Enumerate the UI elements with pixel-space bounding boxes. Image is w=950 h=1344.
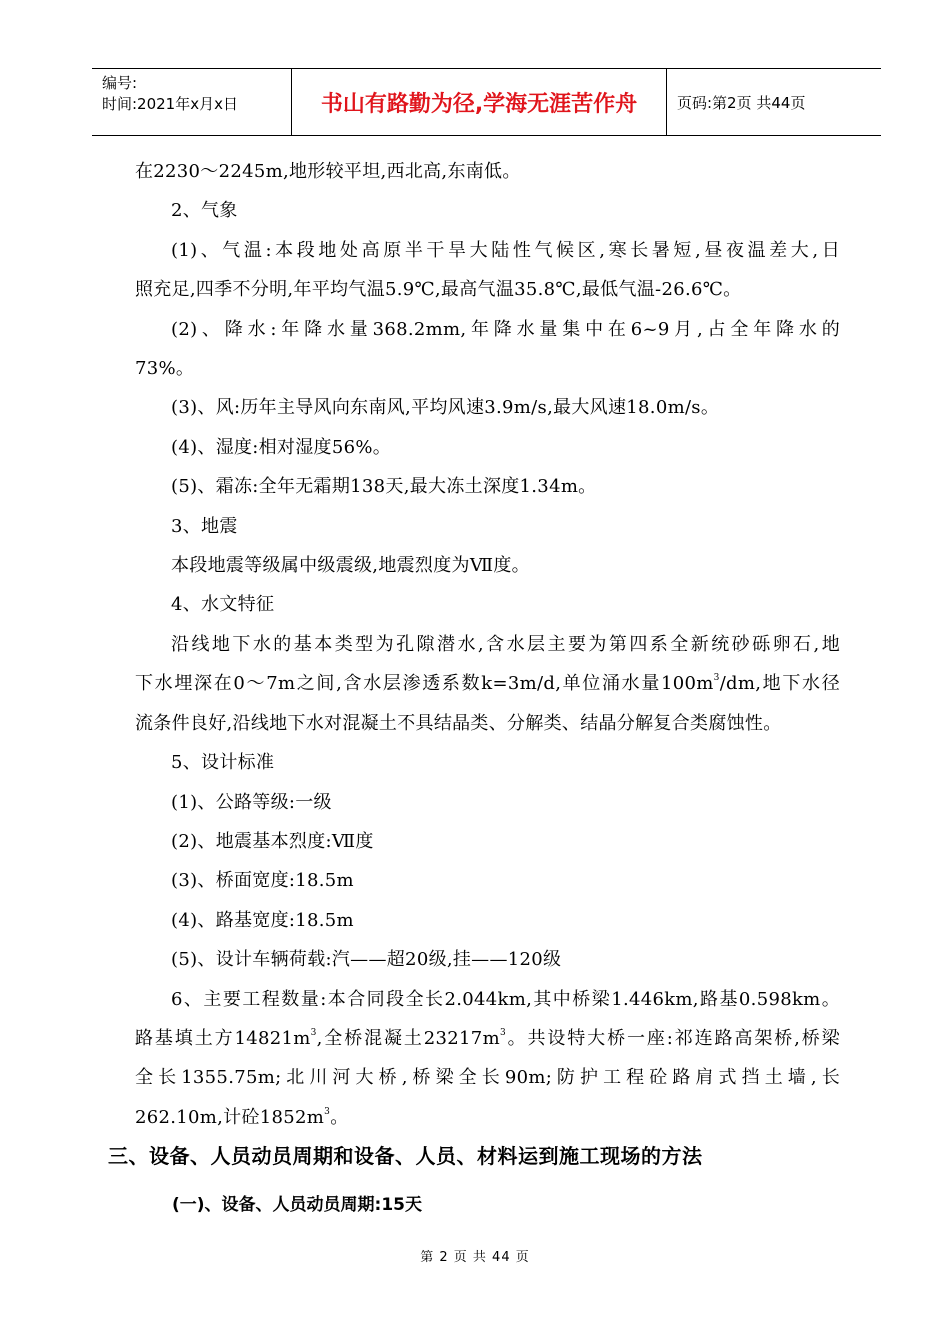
text-span: 。 — [330, 1106, 349, 1128]
paragraph — [135, 664, 840, 703]
text-span: 路基填土方14821m — [135, 1027, 311, 1049]
paragraph: (2)、降水:年降水量368.2mm,年降水量集中在6~9月,占全年降水的 — [171, 318, 840, 340]
header-motto: 书山有路勤为径,学海无涯苦作舟 — [292, 69, 667, 135]
paragraph: 流条件良好,沿线地下水对混凝土不具结晶类、分解类、结晶分解复合类腐蚀性。 — [135, 712, 782, 734]
list-item: (2)、地震基本烈度:Ⅶ度 — [171, 830, 374, 852]
superscript: 3 — [324, 1106, 331, 1117]
header-date: 时间:2021年x月x日 — [102, 95, 238, 113]
superscript: 3 — [713, 673, 720, 684]
paragraph — [135, 1098, 840, 1137]
section-title: 3、地震 — [171, 515, 238, 537]
sub-heading: (一)、设备、人员动员周期:15天 — [172, 1195, 422, 1215]
header-number: 编号: — [102, 74, 138, 92]
paragraph: (4)、湿度:相对湿度56%。 — [171, 436, 392, 458]
section-heading: 三、设备、人员动员周期和设备、人员、材料运到施工现场的方法 — [108, 1144, 703, 1168]
page-header — [92, 68, 881, 136]
text-span: 。共设特大桥一座:祁连路高架桥,桥梁 — [505, 1027, 840, 1049]
page-footer: 第 2 页 共 44 页 — [420, 1250, 530, 1265]
section-title: 2、气象 — [171, 200, 238, 222]
paragraph: 全长1355.75m;北川河大桥,桥梁全长90m;防护工程砼路肩式挡土墙,长 — [135, 1067, 840, 1089]
paragraph: (5)、霜冻:全年无霜期138天,最大冻土深度1.34m。 — [171, 476, 597, 498]
section-title: 4、水文特征 — [171, 594, 275, 616]
paragraph: 照充足,四季不分明,年平均气温5.9℃,最高气温35.8℃,最低气温-26.6℃。 — [135, 279, 742, 301]
document-body — [135, 152, 840, 1137]
list-item: (3)、桥面宽度:18.5m — [171, 870, 354, 892]
section-title: 5、设计标准 — [171, 752, 275, 774]
text-span: 262.10m,计砼1852m — [135, 1106, 325, 1128]
paragraph: (1)、气温:本段地处高原半干旱大陆性气候区,寒长暑短,昼夜温差大,日 — [171, 239, 840, 261]
paragraph: (3)、风:历年主导风向东南风,平均风速3.9m/s,最大风速18.0m/s。 — [171, 397, 720, 419]
paragraph — [135, 1019, 840, 1058]
header-page-info: 页码:第2页 共44页 — [677, 93, 806, 112]
paragraph: 本段地震等级属中级震级,地震烈度为Ⅶ度。 — [171, 555, 530, 577]
text-span: /dm,地下水径 — [719, 673, 840, 695]
paragraph: 沿线地下水的基本类型为孔隙潜水,含水层主要为第四系全新统砂砾卵石,地 — [171, 633, 840, 655]
list-item: (5)、设计车辆荷载:汽——超20级,挂——120级 — [171, 949, 562, 971]
paragraph: 在2230～2245m,地形较平坦,西北高,东南低。 — [135, 161, 521, 182]
list-item: (4)、路基宽度:18.5m — [171, 909, 354, 931]
paragraph: 6、主要工程数量:本合同段全长2.044km,其中桥梁1.446km,路基0.598km。 — [171, 988, 840, 1010]
paragraph: 73%。 — [135, 358, 195, 380]
list-item: (1)、公路等级:一级 — [171, 791, 332, 813]
superscript: 3 — [499, 1027, 506, 1038]
text-span: 下水埋深在0～7m之间,含水层渗透系数k=3m/d,单位涌水量100m — [135, 673, 714, 695]
text-span: ,全桥混凝土23217m — [316, 1027, 500, 1049]
superscript: 3 — [310, 1027, 317, 1038]
header-meta — [92, 69, 292, 135]
